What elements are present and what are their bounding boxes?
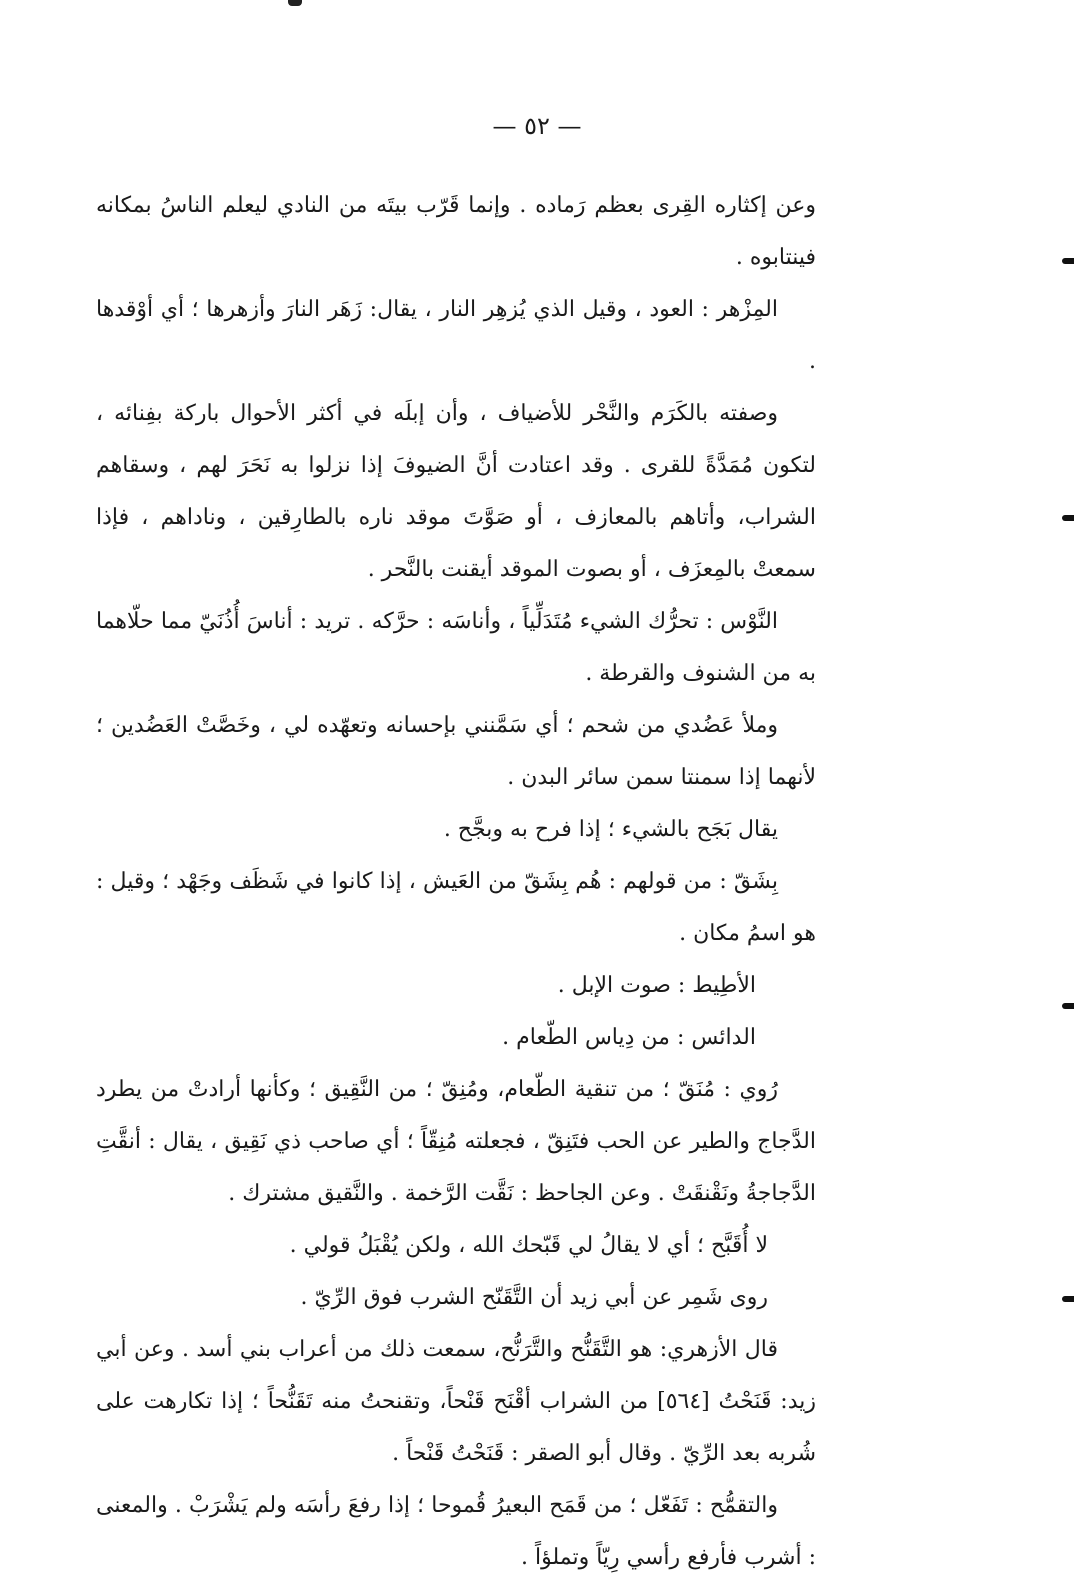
paragraph: المِزْهر : العود ، وقيل الذي يُزهِر النار ، يقال: زَهَر النارَ وأزهرها ؛ أي أوْقدها .	[96, 297, 816, 374]
paragraph: رُوي : مُنَقّ ؛ من تنقية الطّعام، ومُنِقّ ؛ من النَّقِيق ؛ وكأنها أرادتْ من يطرد الدَّجاج والطير عن الحب فتَنِقّ ، فجعلته مُنِقّاً ؛ أي صاحب ذي نَقِيق ، يقال : أنقَّتِ الدَّجاجةُ ونَقْنقَتْ . وعن الجاحظ : نَقَّت الرَّخمة . والنَّقيق مشترك .	[96, 1077, 816, 1206]
paragraph: قال الأزهري: هو التَّقَنُّح والتَّرَنُّح، سمعت ذلك من أعراب بني أسد . وعن أبي زيد: قَنَحْتُ [٥٦٤] من الشراب أقْنَح قَنْحاً، وتقنحتُ منه تَقَنُّحاً ؛ إذا تكارهت على شُربه بعد الرِّيّ . وقال أبو الصقر : قَنَحْتُ قَنْحاً .	[96, 1337, 816, 1466]
scan-mark	[288, 0, 302, 6]
margin-tab-mark	[1062, 258, 1074, 264]
paragraph: والتقمُّح : تَفَعّل ؛ من قَمَح البعيرُ قُموحا ؛ إذا رفعَ رأسَه ولم يَشْرَبْ . والمعنى : أشرب فأرفع رأسي رِيّاً وتملؤاً .	[96, 1493, 816, 1570]
paragraph: الدائس : من دِياس الطّعام .	[502, 1025, 756, 1050]
paragraph: روى شَمِر عن أبي زيد أن التَّقَنّح الشرب فوق الرِّيّ .	[300, 1285, 768, 1310]
page-number: — ٥٢ —	[492, 112, 582, 140]
paragraph: بِشَقّ : من قولهم : هُم بِشَقّ من العَيش ، إذا كانوا في شَظَف وجَهْد ؛ وقيل : هو اسمُ مكان .	[96, 869, 816, 946]
paragraph: لا أُقَبَّح ؛ أي لا يقالُ لي قَبّحك الله ، ولكن يُقْبَلُ قولي .	[289, 1233, 768, 1258]
paragraph: وصفته بالكَرَم والنَّحْر للأضياف ، وأن إبلَه في أكثر الأحوال باركة بفِنائه ، لتكون مُمَدَّةً للقرى . وقد اعتادت أنَّ الضيوفَ إذا نزلوا به نَحَرَ لهم ، وسقاهم الشراب، وأتاهم بالمعازف ، أو صَوَّتَ موقد ناره بالطارِقين ، وناداهم ، فإذا سمعتْ بالمِعزَف ، أو بصوت الموقد أيقنت بالنَّحر .	[96, 401, 816, 582]
paragraph: وعن إكثاره القِرى بعظم رَماده . وإنما قَرّب بيتَه من النادي ليعلم الناسُ بمكانه فينتابوه .	[96, 193, 816, 270]
paragraph: يقال بَجَح بالشيء ؛ إذا فرح به وبجَّح .	[443, 817, 778, 842]
text-body	[96, 180, 816, 1584]
paragraph: الأطِيط : صوت الإبل .	[557, 973, 756, 998]
paragraph: وملأ عَضُدي من شحم ؛ أي سَمَّنني بإحسانه وتعهّده لي ، وخَصَّتْ العَضُدين ؛ لأنهما إذا سمنتا سمن سائر البدن .	[96, 713, 816, 790]
margin-tab-mark	[1062, 1003, 1074, 1009]
margin-tab-mark	[1062, 515, 1074, 521]
paragraph: النَّوْس : تحرُّك الشيء مُتَدَلِّياً ، وأناسَه : حرَّكه . تريد : أناسَ أُذُنَيّ مما حلّاهما به من الشنوف والقرطة .	[96, 609, 816, 686]
margin-tab-mark	[1062, 1296, 1074, 1302]
